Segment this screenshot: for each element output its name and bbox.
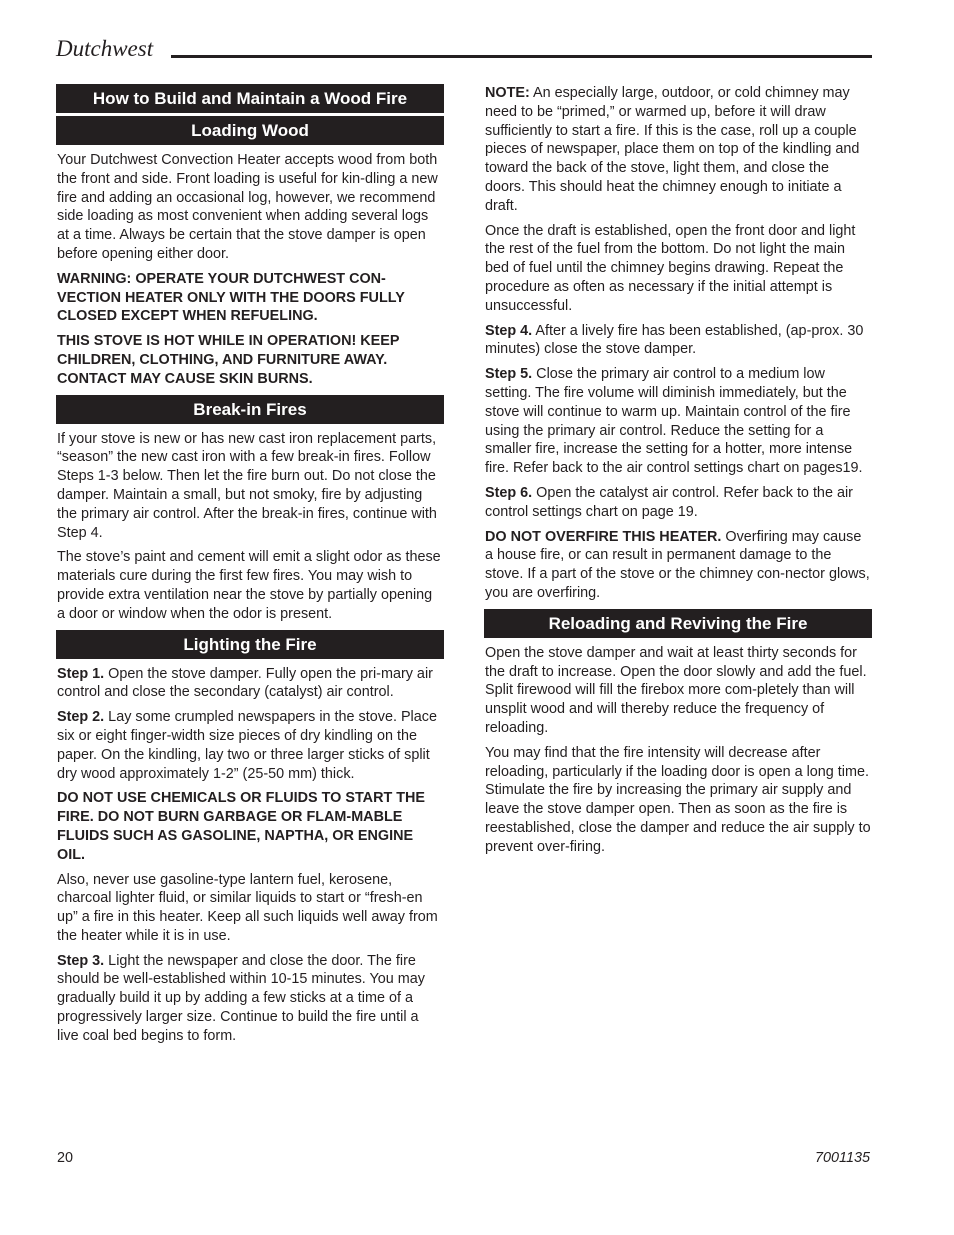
reloading-paragraph-2: You may find that the fire intensity will decrease after reloading, particularly if the loading door is open a long time. Stimulate the fire by increasing the primary air supply and leave the stove damper open. Then as soon as the fire is reestablished, close the damper and reduce the air supply to prevent over-firing.: [485, 744, 871, 855]
break-in-heading: Break-in Fires: [56, 395, 444, 424]
step-5-paragraph: [484, 365, 872, 478]
break-in-paragraph-1: If your stove is new or has new cast iron replacement parts, “season” the new cast iron with a few break-in fires. Follow Steps 1-3 below. Then let the fire burn out. Do not close the damper. Maintain a small, but not smoky, fire by adjusting the primary air control. After the break-in fires, continue with Step 4.: [57, 430, 437, 541]
warning-doors: WARNING: OPERATE YOUR DUTCHWEST CON-VECTION HEATER ONLY WITH THE DOORS FULLY CLOSED EXCEPT WHEN REFUELING.: [57, 270, 405, 325]
warning-hot-stove: THIS STOVE IS HOT WHILE IN OPERATION! KEEP CHILDREN, CLOTHING, AND FURNITURE AWAY. CONTACT MAY CAUSE SKIN BURNS.: [57, 333, 400, 387]
header-rule: [171, 55, 872, 58]
page-number: 20: [57, 1150, 74, 1166]
document-number: 7001135: [815, 1150, 870, 1166]
loading-wood-heading: Loading Wood: [56, 116, 444, 145]
step-6-paragraph: [484, 484, 872, 522]
lighting-heading: Lighting the Fire: [56, 630, 444, 659]
step-4-text: After a lively fire has been established, (ap-prox. 30 minutes) close the stove damper.: [485, 322, 864, 358]
right-column: [484, 84, 872, 862]
overfire-text: Overfiring may cause a house fire, or can result in permanent damage to the stove. If a part of the stove or the chimney con-nector glows, you are overfiring.: [485, 528, 870, 601]
step-2-paragraph: [56, 708, 444, 783]
loading-wood-paragraph: Your Dutchwest Convection Heater accepts wood from both the front and side. Front loading is useful for kin-dling a new fire and adding an occasional log, however, we recommend side loading as most convenient when adding several logs at a time. Always be certain that the stove damper is open before opening either door.: [57, 152, 438, 262]
overfire-paragraph: [484, 528, 872, 603]
fuel-warning-paragraph: Also, never use gasoline-type lantern fuel, kerosene, charcoal lighter fluid, or similar liquids to start or “fresh-en up” a fire in this heater. Keep all such liquids well away from the heater while it is in use.: [57, 871, 438, 944]
step-1-paragraph: [56, 665, 444, 703]
step-2-text: Lay some crumpled newspapers in the stove. Place six or eight finger-width size pieces of dry kindling on the paper. On the kindling, lay two or three larger sticks of split dry wood approximately 1-2” (25-50 mm) thick.: [57, 709, 437, 782]
step-4-paragraph: [484, 322, 872, 360]
step-1-label: Step 1.: [57, 665, 105, 682]
step-6-text: Open the catalyst air control. Refer back to the air control settings chart on page 19.: [485, 484, 853, 520]
step-3-label: Step 3.: [57, 952, 105, 969]
draft-paragraph: Once the draft is established, open the front door and light the rest of the fuel from the bottom. Do not light the main bed of fuel until the chimney begins drawing. Repeat the procedure as often as necessary if the initial attempt is unsuccessful.: [485, 222, 856, 314]
step-3-text: Light the newspaper and close the door. The fire should be well-established within 10-15 minutes. You may gradually build it up by adding a few sticks at a time of a progressively larger size. Continue to build the fire until a live coal bed begins to form.: [57, 952, 425, 1044]
step-1-text: Open the stove damper. Fully open the pri-mary air control and close the secondary (catalyst) air control.: [57, 665, 433, 701]
overfire-label: DO NOT OVERFIRE THIS HEATER.: [485, 528, 722, 545]
reloading-paragraph-1: Open the stove damper and wait at least thirty seconds for the draft to increase. Open the door slowly and add the fuel. Split firewood will fill the firebox more com-pletely than will unsplit wood and will thereby reduce the frequency of reloading.: [485, 644, 867, 736]
step-5-label: Step 5.: [485, 366, 533, 383]
main-heading: How to Build and Maintain a Wood Fire: [56, 84, 444, 113]
warning-chemicals: DO NOT USE CHEMICALS OR FLUIDS TO START THE FIRE. DO NOT BURN GARBAGE OR FLAM-MABLE FLUIDS SUCH AS GASOLINE, NAPTHA, OR ENGINE OIL.: [57, 790, 426, 863]
step-6-label: Step 6.: [485, 484, 533, 501]
left-column: [56, 84, 444, 1052]
brand-logo: Dutchwest: [56, 36, 154, 61]
step-4-label: Step 4.: [485, 322, 533, 339]
break-in-paragraph-2: The stove’s paint and cement will emit a slight odor as these materials cure during the first few fires. You may wish to provide extra ventilation near the stove by partially opening a door or window when the odor is present.: [57, 549, 441, 622]
step-2-label: Step 2.: [57, 709, 105, 726]
note-paragraph: [484, 84, 872, 216]
reloading-heading: Reloading and Reviving the Fire: [484, 609, 872, 638]
note-text: An especially large, outdoor, or cold chimney may need to be “primed,” or warmed up, before it will draw sufficiently to start a fire. If this is the case, roll up a couple pieces of newspaper, place them on top of the kindling and toward the back of the stove, light them, and close the doors. This should heat the chimney enough to initiate a draft.: [485, 85, 860, 214]
step-5-text: Close the primary air control to a medium low setting. The fire volume will diminish immediately, but the stove will continue to warm up. Maintain control of the fire using the primary air control. Reduce the setting for a smaller fire, increase the setting for a hotter, more intense fire. Refer back to the air control settings chart on pages19.: [485, 366, 863, 477]
step-3-paragraph: [56, 952, 444, 1046]
note-label: NOTE:: [485, 85, 530, 101]
